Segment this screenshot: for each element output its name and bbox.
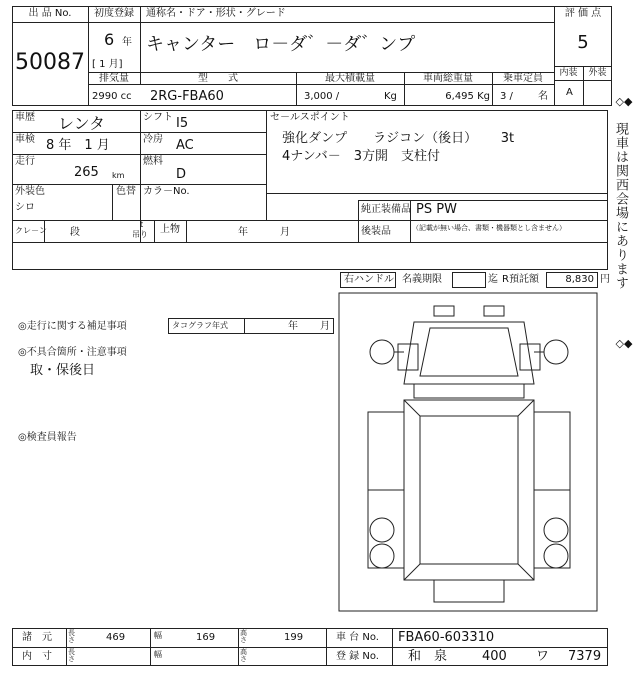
- fuel-value: D: [176, 167, 187, 182]
- interior-grade: A: [566, 87, 573, 98]
- inner-length-label: 長さ: [68, 648, 75, 663]
- reg-class: 400: [482, 649, 507, 664]
- reg-year: 6: [104, 30, 115, 49]
- mileage-unit: km: [112, 171, 125, 180]
- defect-notes-text: 取・保後日: [30, 363, 96, 378]
- model-value: 2RG-FBA60: [150, 89, 224, 104]
- score-label: 評 価 点: [564, 8, 602, 19]
- capacity-unit: Kg: [384, 91, 397, 102]
- inspector-report-label: ◎検査員報告: [18, 432, 77, 443]
- crane-year: 年: [238, 227, 248, 238]
- displacement-label: 排気量: [99, 73, 129, 84]
- crane-hang: 吊り: [132, 230, 148, 239]
- inner-dims-label: 内 寸: [22, 651, 52, 662]
- length-label: 長さ: [68, 629, 75, 644]
- capacity-label: 最大積載量: [325, 73, 375, 84]
- chassis-value: FBA60-603310: [398, 630, 495, 645]
- r-deposit-unit: 円: [600, 274, 610, 285]
- shift-value: I5: [176, 116, 189, 131]
- inner-width-label: 幅: [154, 650, 162, 659]
- truck-diagram: [338, 292, 598, 612]
- crane-month: 月: [280, 227, 290, 238]
- inspection-label: 車検: [15, 134, 35, 145]
- tachograph-year: 年: [288, 321, 298, 332]
- shift-label: シフト: [143, 112, 173, 123]
- side-banner-bottom: ◇◆: [615, 337, 633, 350]
- running-notes-label: ◎走行に関する補足事項: [18, 321, 127, 332]
- color-no-label: カラ－No.: [143, 186, 190, 197]
- score-value: 5: [577, 32, 589, 53]
- ext-color-value: シロ: [15, 202, 35, 213]
- genuine-equipment-value: PS PW: [416, 202, 457, 217]
- ac-value: AC: [176, 138, 194, 153]
- sales-point-line1: 強化ダンプ ラジコン（後日） 3t: [282, 131, 515, 146]
- side-banner-top: ◇◆: [615, 95, 633, 108]
- car-name: キャンター ロ－ダ゛－ダ゛ンプ: [146, 34, 416, 55]
- sales-point-line2: 4ナンバ－ 3方開 支柱付: [282, 149, 440, 164]
- r-deposit-value: 8,830: [565, 274, 594, 285]
- genuine-equipment-label: 純正装備品: [361, 204, 411, 215]
- dims-label: 諸 元: [22, 632, 52, 643]
- model-label: 型 式: [198, 73, 238, 84]
- ac-label: 冷房: [143, 134, 163, 145]
- length-value: 469: [106, 632, 126, 643]
- reg-number: 7379: [568, 649, 602, 664]
- name-change-until: 迄: [488, 274, 498, 285]
- ext-color-label: 外装色: [15, 186, 45, 197]
- crane-upper-label: 上物: [160, 224, 180, 235]
- capacity-value: 3,000 /: [304, 91, 340, 102]
- height-value: 199: [284, 632, 304, 643]
- tachograph-label: タコグラフ年式: [172, 321, 228, 330]
- seats-label: 乗車定員: [503, 73, 543, 84]
- reg-area: 和 泉: [408, 649, 448, 664]
- mileage-label: 走行: [15, 156, 35, 167]
- height-label: 高さ: [240, 629, 247, 644]
- history-value: レンタ: [58, 114, 105, 133]
- name-change-label: 名義期限: [402, 274, 442, 285]
- interior-label: 内装: [559, 68, 578, 78]
- sales-point-label: セ－ルスポイント: [270, 112, 350, 123]
- seats-value: 3 /: [500, 91, 513, 102]
- inner-height-label: 高さ: [240, 648, 247, 663]
- crane-stage: 段: [70, 227, 80, 238]
- gross-weight-value: 6,495 Kg: [445, 91, 490, 102]
- width-value: 169: [196, 632, 216, 643]
- defect-notes-label: ◎不具合箇所・注意事項: [18, 347, 127, 358]
- aftermarket-label: 後装品: [361, 226, 391, 237]
- crane-ton: t: [140, 220, 144, 229]
- color-change-label: 色替: [116, 186, 136, 197]
- reg-month: [ 1 月]: [92, 59, 123, 70]
- mileage-value: 265: [74, 165, 99, 180]
- reg-year-unit: 年: [122, 37, 132, 48]
- tachograph-month: 月: [320, 321, 330, 332]
- crane-label: クレ－ン: [15, 226, 47, 235]
- aftermarket-note: （記載が無い場合、書類・機器類とし含ません）: [412, 224, 566, 232]
- lot-label: 出 品 No.: [28, 8, 72, 19]
- gross-weight-label: 車両総重量: [423, 73, 473, 84]
- fuel-label: 燃料: [143, 156, 163, 167]
- lot-number: 50087: [15, 50, 85, 75]
- side-banner-text: 現車は関西会場にあります: [613, 122, 628, 290]
- steering-value: 右ハンドル: [344, 274, 394, 285]
- r-deposit-label: R預託額: [502, 274, 539, 285]
- name-label: 通称名・ドア・形状・グレード: [146, 8, 286, 19]
- history-label: 車歴: [15, 112, 35, 123]
- width-label: 幅: [154, 631, 162, 640]
- inspection-value: 8 年 1 月: [46, 138, 110, 153]
- reg-kana: ワ: [536, 649, 550, 664]
- chassis-label: 車 台 No.: [336, 632, 379, 643]
- reg-label: 初度登録: [94, 8, 134, 19]
- exterior-label: 外装: [588, 68, 607, 78]
- displacement-value: 2990 cc: [92, 91, 132, 102]
- seats-unit: 名: [538, 91, 548, 102]
- reg-no-label: 登 録 No.: [336, 651, 379, 662]
